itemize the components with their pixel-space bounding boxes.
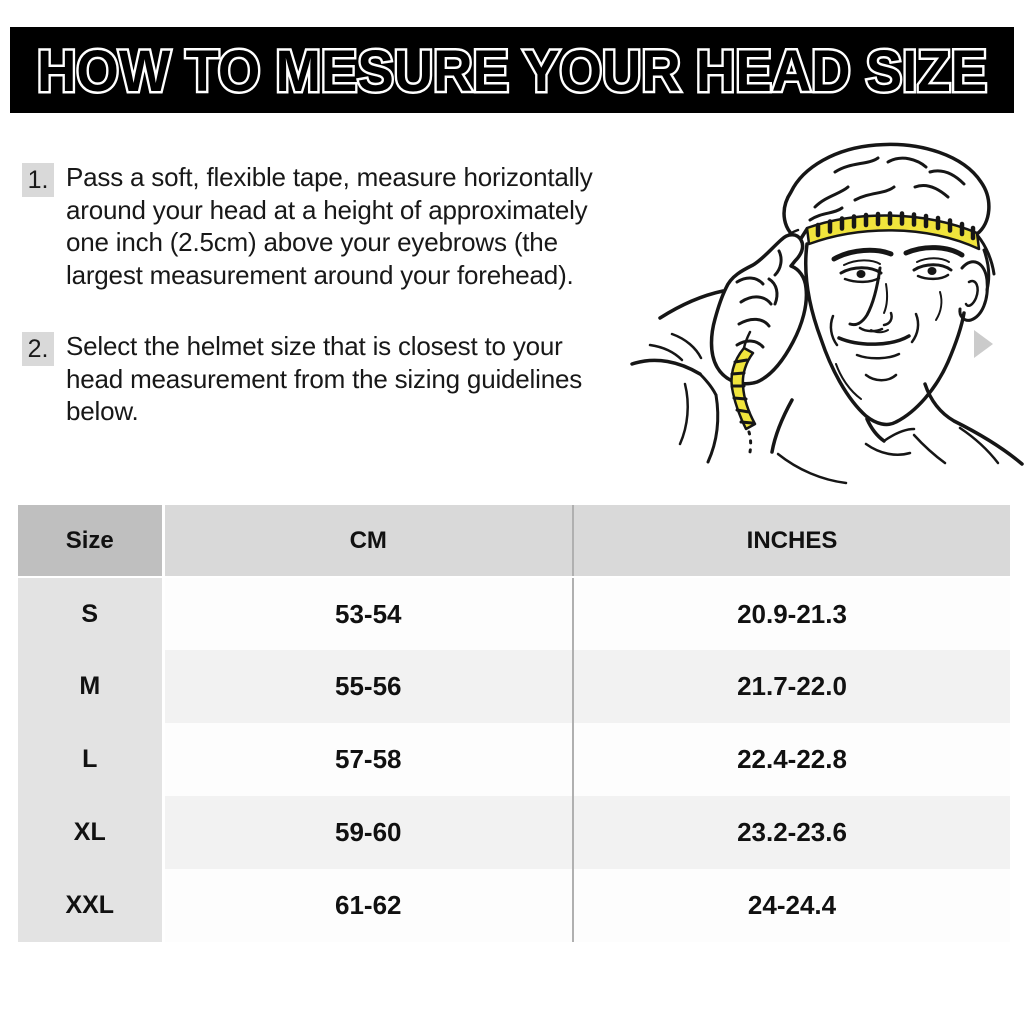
shirt-fold-lines	[778, 428, 998, 483]
instruction-line: largest measurement around your forehead).	[66, 259, 574, 290]
face-outline	[806, 244, 964, 424]
title-banner	[10, 27, 1014, 113]
table-row	[18, 796, 1010, 869]
size-chart-table	[18, 505, 1010, 942]
table-row	[18, 577, 1010, 650]
size-cell: XXL	[18, 869, 163, 942]
inches-cell: 22.4-22.8	[573, 723, 1010, 796]
eyes	[841, 258, 951, 282]
table-row	[18, 723, 1010, 796]
inches-cell: 23.2-23.6	[573, 796, 1010, 869]
cm-cell: 59-60	[163, 796, 573, 869]
instruction-line: around your head at a height of approximately	[66, 194, 588, 225]
instruction-line: one inch (2.5cm) above your eyebrows (the	[66, 227, 558, 257]
instruction-line: Select the helmet size that is closest to your	[66, 331, 563, 361]
instruction-text-2	[66, 330, 582, 428]
cm-cell: 57-58	[163, 723, 573, 796]
eyebrows	[834, 248, 962, 259]
size-cell: XL	[18, 796, 163, 869]
instruction-line: Pass a soft, flexible tape, measure horizontally	[66, 162, 593, 192]
table-header-row	[18, 505, 1010, 577]
inches-cell: 20.9-21.3	[573, 577, 1010, 650]
cm-cell: 55-56	[163, 650, 573, 723]
size-cell: L	[18, 723, 163, 796]
cm-cell: 53-54	[163, 577, 573, 650]
size-cell: M	[18, 650, 163, 723]
col-header-size: Size	[18, 505, 163, 577]
cm-cell: 61-62	[163, 869, 573, 942]
size-cell: S	[18, 577, 163, 650]
page-title: HOW TO MESURE YOUR HEAD SIZE	[37, 39, 987, 104]
step-number-2: 2.	[22, 332, 54, 366]
inches-cell: 24-24.4	[573, 869, 1010, 942]
col-header-cm: CM	[163, 505, 573, 577]
col-header-inches: INCHES	[573, 505, 1010, 577]
instruction-step-2	[22, 330, 647, 428]
instruction-step-1	[22, 161, 647, 291]
shoulders-lines	[772, 384, 1022, 464]
instruction-line: head measurement from the sizing guidelines	[66, 363, 583, 394]
gray-chevron-shape	[974, 330, 993, 358]
instruction-text-1	[66, 161, 593, 291]
inches-cell: 21.7-22.0	[573, 650, 1010, 723]
instruction-line: below.	[66, 396, 139, 426]
title-text-svg	[10, 27, 1014, 113]
table-row	[18, 869, 1010, 942]
table-row	[18, 650, 1010, 723]
head-illustration-svg	[630, 132, 1024, 492]
head-measurement-illustration	[630, 132, 1024, 492]
step-number-1: 1.	[22, 163, 54, 197]
nose	[850, 268, 892, 331]
instructions	[22, 161, 647, 428]
